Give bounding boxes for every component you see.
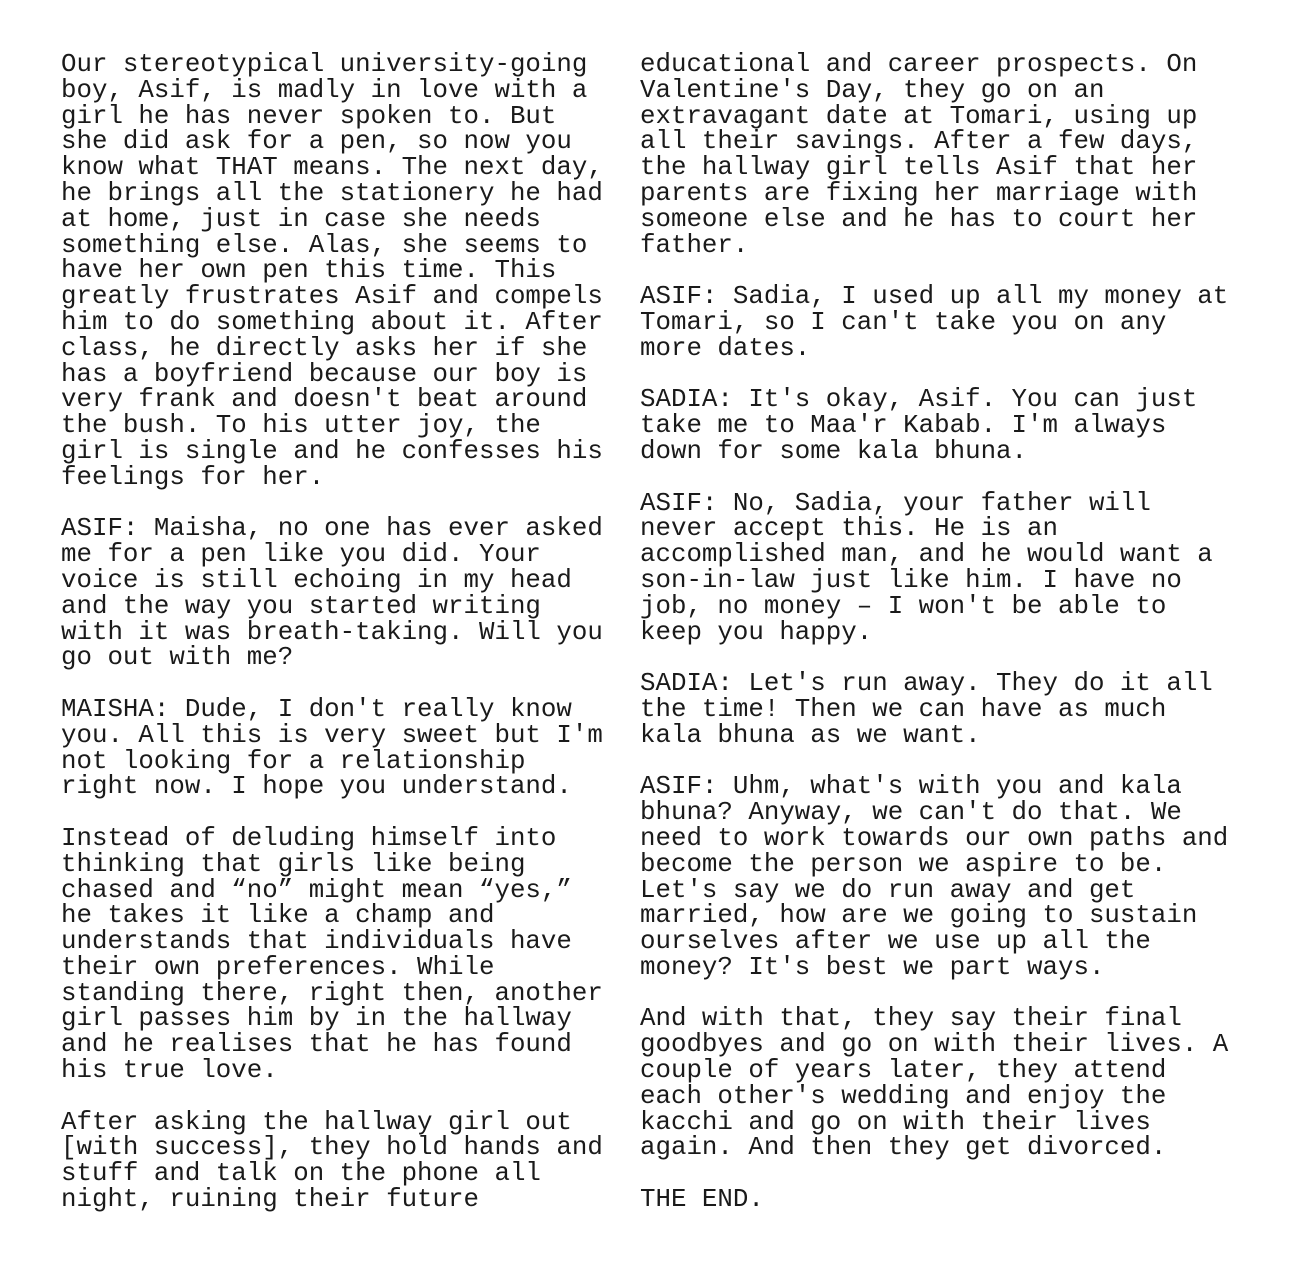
left-column — [61, 52, 621, 1239]
dialogue-maisha: MAISHA: Dude, I don't really know you. All this is very sweet but I'm not looking for a relationship right now. I hope you understand. — [61, 694, 603, 802]
dialogue-asif: ASIF: Maisha, no one has ever asked me for a pen like you did. Your voice is still echoing in my head and the way you started writing with it was breath-taking. Will you go out with me? — [61, 514, 603, 673]
right-column — [640, 52, 1260, 1239]
story-paragraph: After asking the hallway girl out [with success], they hold hands and stuff and talk on the phone all night, ruining their future — [61, 1107, 603, 1215]
dialogue-asif: ASIF: Sadia, I used up all my money at Tomari, so I can't take you on any more dates. — [640, 282, 1229, 363]
dialogue-sadia: SADIA: Let's run away. They do it all the time! Then we can have as much kala bhuna as we want. — [640, 669, 1213, 750]
story-paragraph: educational and career prospects. On Valentine's Day, they go on an extravagant date at Tomari, using up all their savings. After a few days, the hallway girl tells Asif that her parents are fixing her marriage with someone else and he has to court her father. — [640, 50, 1198, 260]
story-paragraph: Instead of deluding himself into thinking that girls like being chased and “no” might mean “yes,” he takes it like a champ and understands that individuals have their own preferences. While standing there, right then, another girl passes him by in the hallway and he realises that he has found his true love. — [61, 823, 603, 1086]
story-paragraph: And with that, they say their final goodbyes and go on with their lives. A couple of years later, they attend each other's wedding and enjoy the kacchi and go on with their lives again. And then they get divorced. — [640, 1004, 1229, 1163]
dialogue-sadia: SADIA: It's okay, Asif. You can just take me to Maa'r Kabab. I'm always down for some kala bhuna. — [640, 385, 1198, 466]
dialogue-asif: ASIF: Uhm, what's with you and kala bhuna? Anyway, we can't do that. We need to work towards our own paths and become the person we aspire to be. Let's say we do run away and get married, how are we going to sustain ourselves after we use up all the money? It's best we part ways. — [640, 772, 1229, 982]
the-end: THE END. — [640, 1185, 764, 1215]
dialogue-asif: ASIF: No, Sadia, your father will never accept this. He is an accomplished man, and he would want a son-in-law just like him. I have no job, no money – I won't be able to keep you happy. — [640, 488, 1213, 647]
story-paragraph: Our stereotypical university-going boy, Asif, is madly in love with a girl he has never spoken to. But she did ask for a pen, so now you know what THAT means. The next day, he brings all the stationery he had at home, just in case she needs something else. Alas, she seems to have her own pen this time. This greatly frustrates Asif and compels him to do something about it. After class, he directly asks her if she has a boyfriend because our boy is very frank and doesn't beat around the bush. To his utter joy, the girl is single and he confesses his feelings for her. — [61, 50, 603, 492]
